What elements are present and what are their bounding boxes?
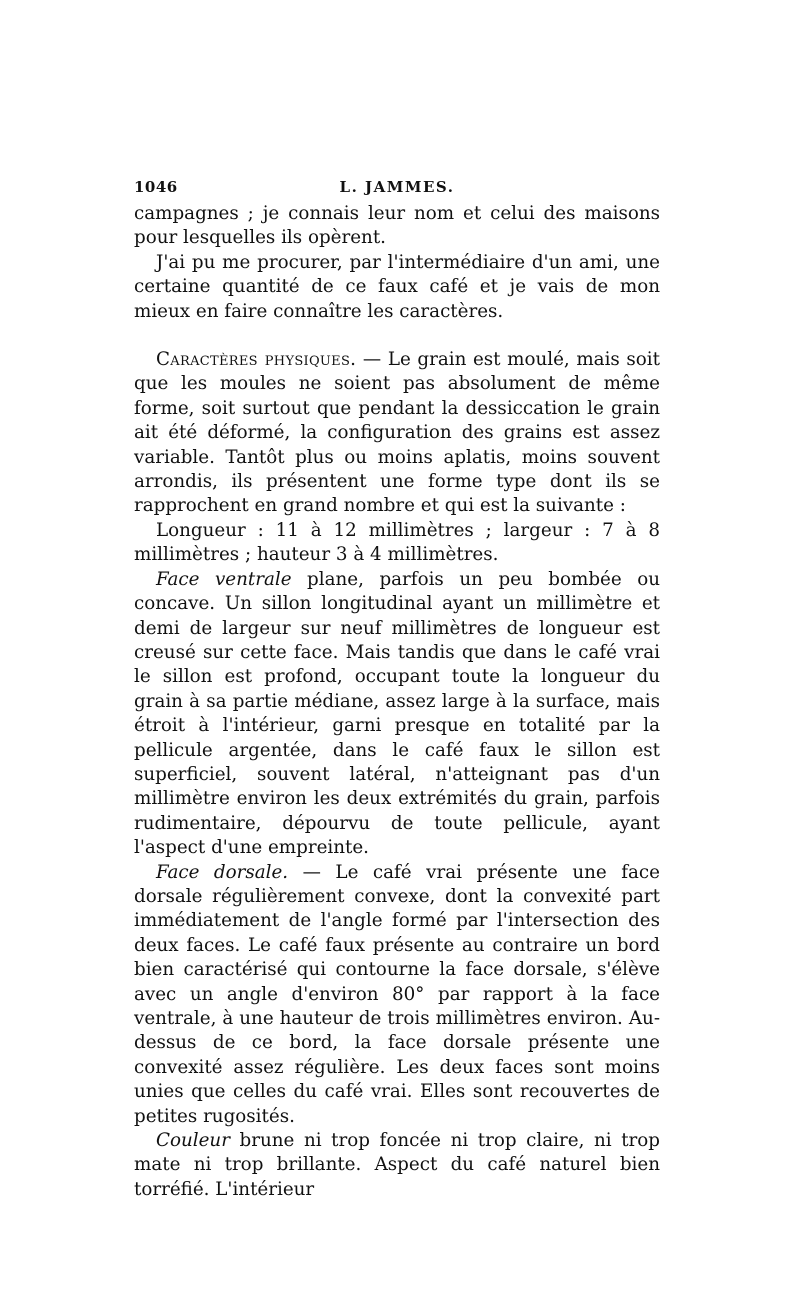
paragraph-dimensions: Longueur : 11 à 12 millimètres ; largeur : 7 à 8 millimètres ; hauteur 3 à 4 millimètres. — [134, 519, 660, 566]
paragraph-acquisition: J'ai pu me procurer, par l'intermédiaire d'un ami, une certaine quantité de ce faux café et je vais de mon mieux en faire connaître les caractères. — [134, 251, 660, 322]
paragraph-colour — [134, 1129, 660, 1202]
book-page — [134, 176, 660, 1202]
page-number: 1046 — [134, 178, 178, 196]
heading-ventral-face: Face ventrale — [156, 568, 292, 590]
body-text — [134, 202, 660, 1202]
dorsal-face-text: — Le café vrai présente une face dorsale régulièrement convexe, dont la convexité part immédiatement de l'angle formé par l'intersection des deux faces. Le café faux présente au contraire un bord bien caractérisé qui contourne la face dorsale, s'élève avec un angle d'environ 80° par rapport à la face ventrale, à une hauteur de trois millimètres environ. Au-dessus de ce bord, la face dorsale présente une convexité assez régulière. Les deux faces sont moins unies que celles du café vrai. Elles sont recouvertes de petites rugosités. — [134, 861, 660, 1127]
colour-text: brune ni trop foncée ni trop claire, ni trop mate ni trop brillante. Aspect du café naturel bien torréfié. L'intérieur — [134, 1130, 660, 1200]
heading-colour: Couleur — [156, 1130, 230, 1152]
section-heading-physical: Caractères physiques. — [156, 349, 357, 371]
paragraph-physical-characteristics — [134, 348, 660, 519]
ventral-face-text: plane, parfois un peu bombée ou concave. Un sillon longitudinal ayant un millimètre et demi de largeur sur neuf millimètres de longueur est creusé sur cette face. Mais tandis que dans le café vrai le sillon est profond, occupant toute la longueur du grain à sa partie médiane, assez large à la surface, mais étroit à l'intérieur, garni presque en totalité par la pellicule argentée, dans le café faux le sillon est superficiel, souvent latéral, n'atteignant pas d'un millimètre environ les deux extrémités du grain, parfois rudimentaire, dépourvu de toute pellicule, ayant l'aspect d'une empreinte. — [134, 568, 660, 859]
running-title: L. JAMMES. — [339, 178, 455, 196]
running-head — [134, 176, 660, 200]
paragraph-continuation: campagnes ; je connais leur nom et celui des maisons pour lesquelles ils opèrent. — [134, 203, 660, 249]
paragraph-dorsal-face — [134, 861, 660, 1129]
paragraph-ventral-face — [134, 568, 660, 861]
physical-text: — Le grain est moulé, mais soit que les moules ne soient pas absolument de même forme, soit surtout que pendant la dessiccation le grain ait été déformé, la configuration des grains est assez variable. Tantôt plus ou moins aplatis, moins souvent arrondis, ils présentent une forme type dont ils se rapprochent en grand nombre et qui est la suivante : — [134, 349, 661, 517]
heading-dorsal-face: Face dorsale. — [156, 861, 289, 883]
